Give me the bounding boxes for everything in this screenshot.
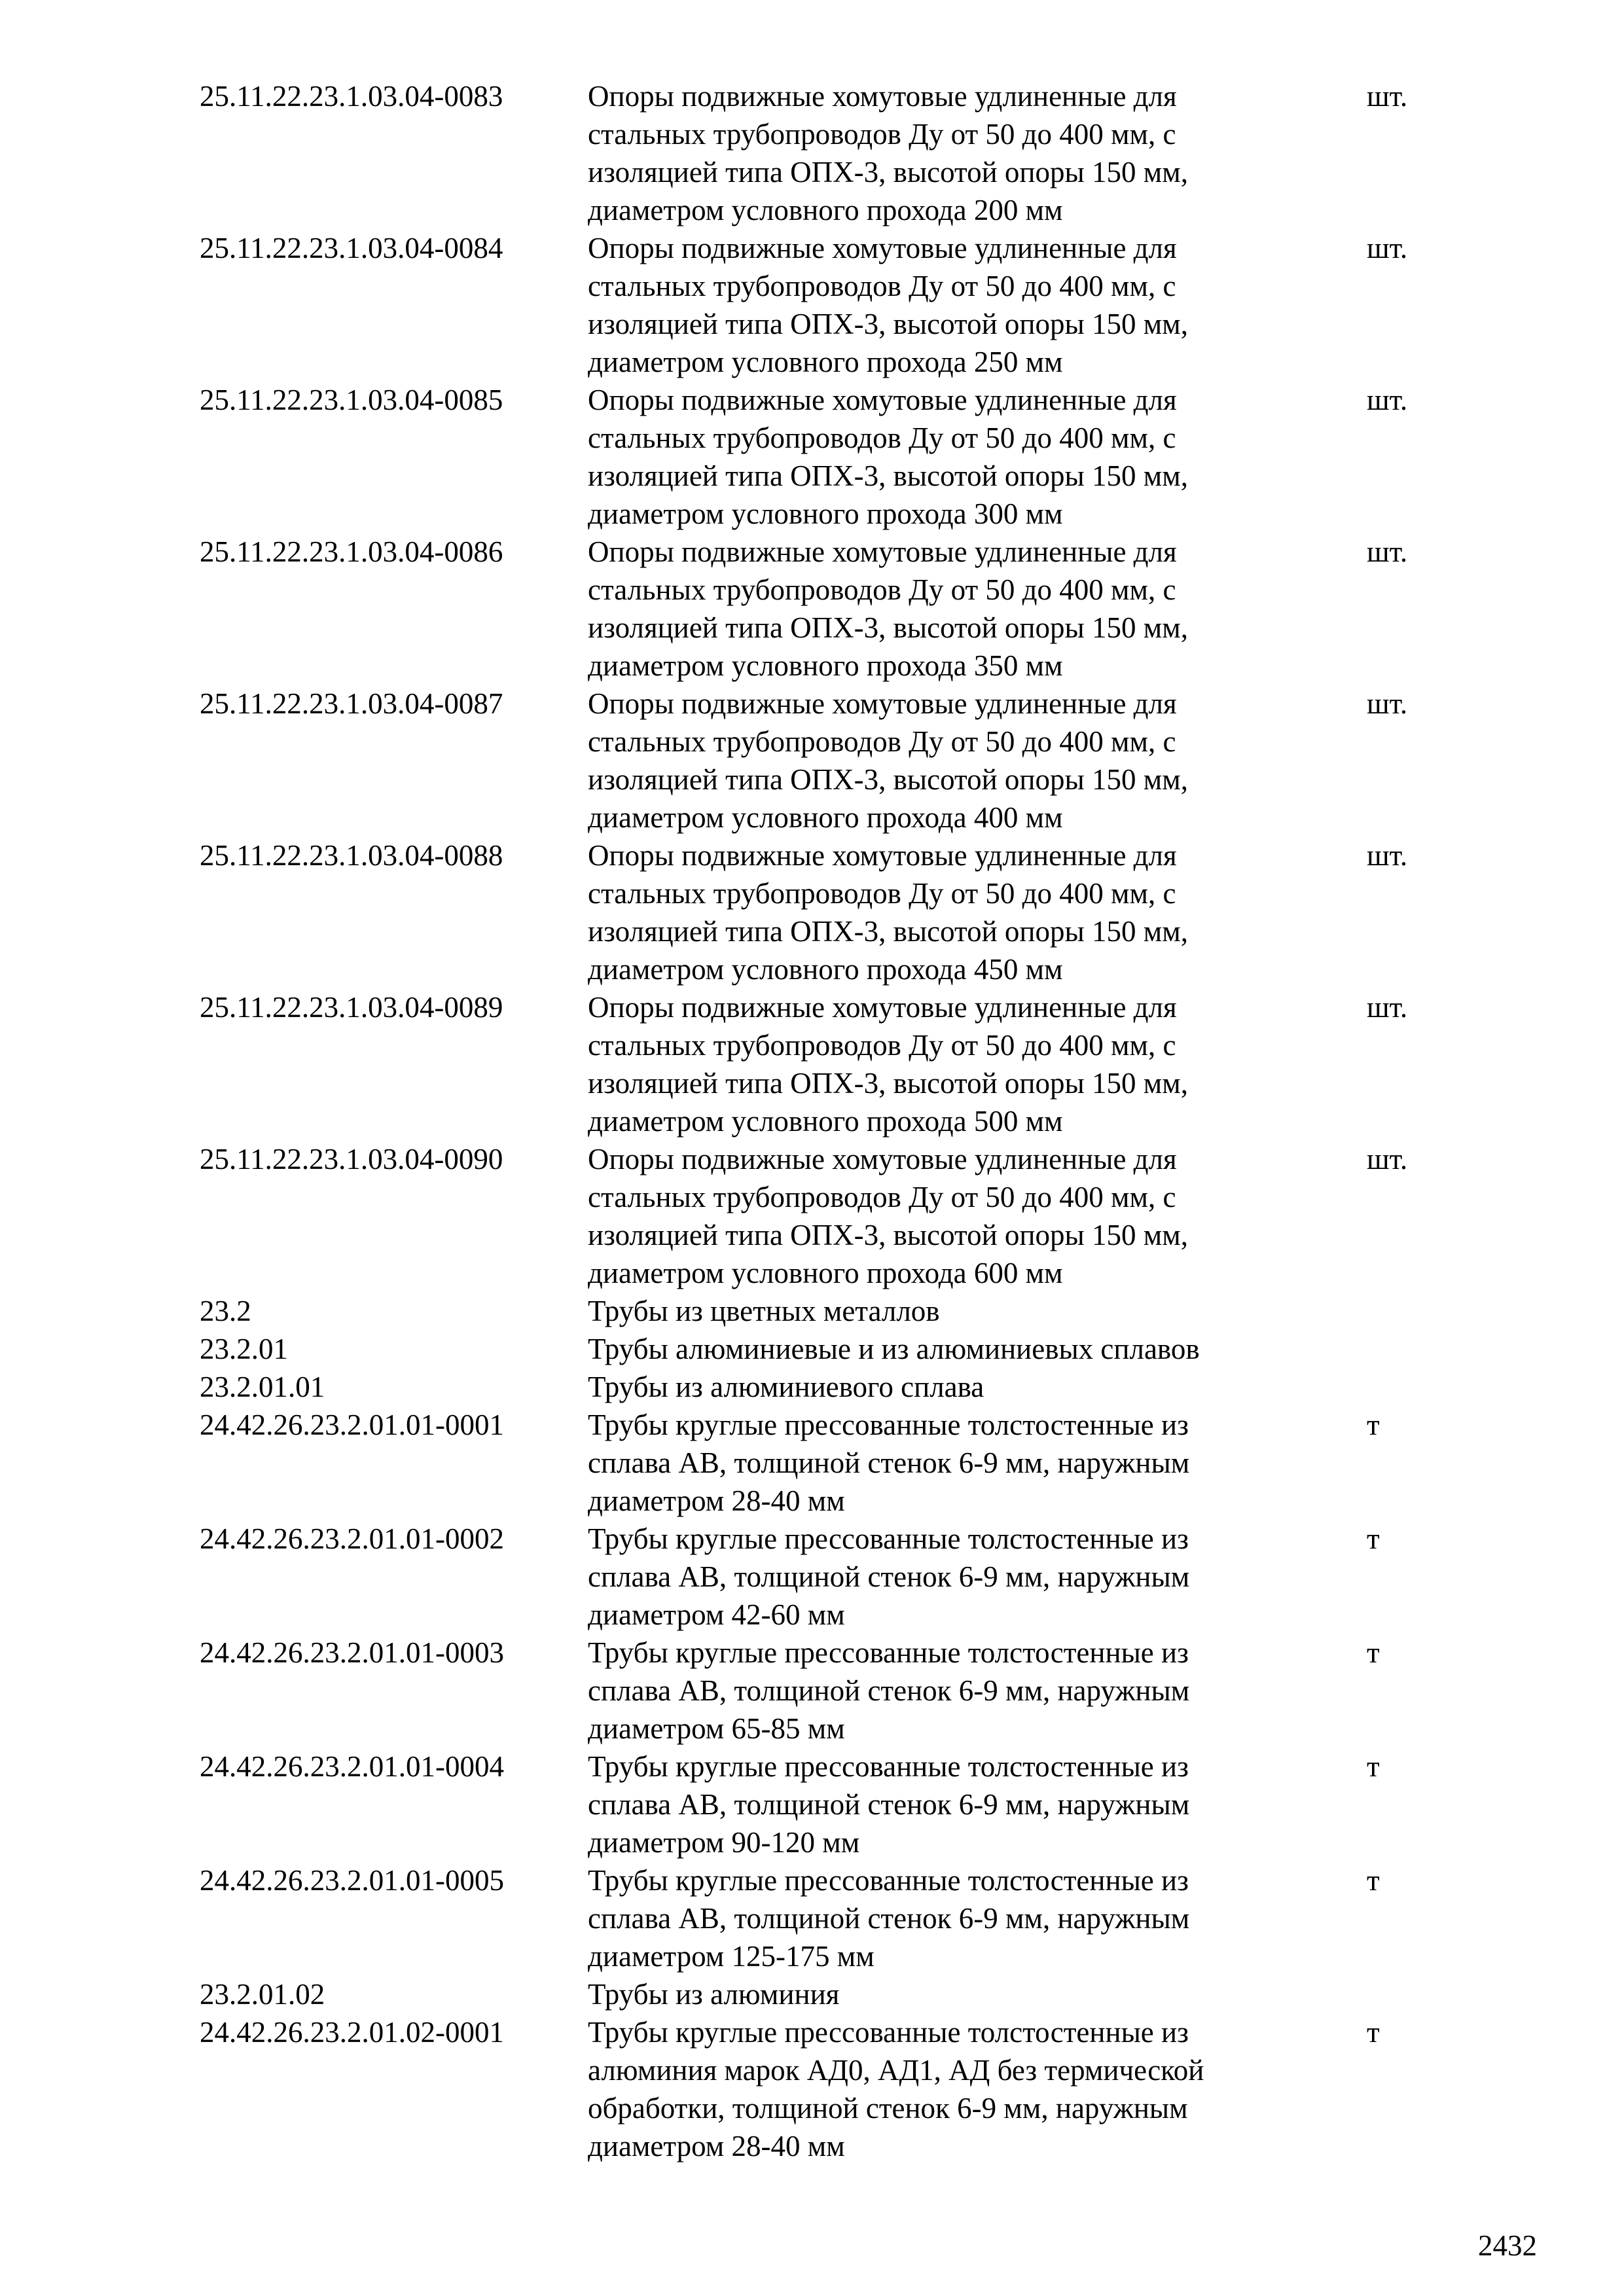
description-line: изоляцией типа ОПХ-3, высотой опоры 150 мм, [588, 459, 1188, 492]
description-line: Трубы круглые прессованные толстостенные из [588, 1408, 1189, 1441]
resource-code: 25.11.22.23.1.03.04-0083 [200, 80, 503, 113]
table-row [200, 1330, 1509, 1368]
description-line: стальных трубопроводов Ду от 50 до 400 мм, с [588, 725, 1176, 758]
description-line: диаметром условного прохода 500 мм [588, 1105, 1063, 1138]
description-line: обработки, толщиной стенок 6-9 мм, наружным [588, 2092, 1188, 2125]
resource-code: 23.2 [200, 1295, 251, 1327]
description-line: диаметром 125-175 мм [588, 1940, 875, 1973]
description-line: диаметром условного прохода 600 мм [588, 1257, 1063, 1289]
table-row [200, 381, 1509, 533]
resource-description [588, 1368, 1367, 1406]
table-row [200, 988, 1509, 1140]
unit-of-measure: шт. [1367, 687, 1408, 720]
resource-code: 24.42.26.23.2.01.01-0002 [200, 1522, 504, 1555]
unit-of-measure: т [1367, 1750, 1380, 1783]
description-line: сплава АВ, толщиной стенок 6-9 мм, наружным [588, 1446, 1190, 1479]
description-line: изоляцией типа ОПХ-3, высотой опоры 150 мм, [588, 915, 1188, 948]
resource-code: 23.2.01.02 [200, 1978, 325, 2011]
description-line: диаметром 28-40 мм [588, 2130, 845, 2162]
unit-of-measure: шт. [1367, 1143, 1408, 1175]
description-line: Трубы из алюминиевого сплава [588, 1371, 984, 1403]
description-line: изоляцией типа ОПХ-3, высотой опоры 150 мм, [588, 156, 1188, 188]
resource-description [588, 1975, 1367, 2013]
resource-description [588, 1140, 1367, 1292]
description-line: диаметром 28-40 мм [588, 1484, 845, 1517]
description-line: диаметром 65-85 мм [588, 1712, 845, 1745]
unit-of-measure: шт. [1367, 384, 1408, 416]
resource-code: 25.11.22.23.1.03.04-0087 [200, 687, 503, 720]
resource-description [588, 381, 1367, 533]
unit-of-measure: шт. [1367, 535, 1408, 568]
resource-description [588, 1406, 1367, 1520]
resource-code: 24.42.26.23.2.01.01-0001 [200, 1408, 504, 1441]
description-line: Трубы из алюминия [588, 1978, 840, 2011]
description-line: диаметром условного прохода 350 мм [588, 649, 1063, 682]
description-line: Опоры подвижные хомутовые удлиненные для [588, 687, 1177, 720]
table-row [200, 2013, 1509, 2165]
description-line: диаметром условного прохода 400 мм [588, 801, 1063, 834]
description-line: изоляцией типа ОПХ-3, высотой опоры 150 мм, [588, 763, 1188, 796]
table-row [200, 1634, 1509, 1748]
resource-description [588, 1634, 1367, 1748]
description-line: алюминия марок АД0, АД1, АД без термической [588, 2054, 1204, 2087]
description-line: Трубы круглые прессованные толстостенные из [588, 1750, 1189, 1783]
description-line: Трубы из цветных металлов [588, 1295, 940, 1327]
description-line: стальных трубопроводов Ду от 50 до 400 мм, с [588, 1181, 1176, 1213]
description-line: Опоры подвижные хомутовые удлиненные для [588, 991, 1177, 1024]
description-line: стальных трубопроводов Ду от 50 до 400 мм, с [588, 422, 1176, 454]
description-line: сплава АВ, толщиной стенок 6-9 мм, наружным [588, 1560, 1190, 1593]
description-line: диаметром условного прохода 200 мм [588, 194, 1063, 226]
unit-of-measure: шт. [1367, 80, 1408, 113]
resource-code: 25.11.22.23.1.03.04-0085 [200, 384, 503, 416]
resource-description [588, 229, 1367, 381]
resource-code: 25.11.22.23.1.03.04-0088 [200, 839, 503, 872]
unit-of-measure: т [1367, 1408, 1380, 1441]
resource-code: 23.2.01.01 [200, 1371, 325, 1403]
unit-of-measure: шт. [1367, 839, 1408, 872]
table-row [200, 1140, 1509, 1292]
description-line: Опоры подвижные хомутовые удлиненные для [588, 384, 1177, 416]
description-line: Опоры подвижные хомутовые удлиненные для [588, 232, 1177, 264]
description-line: Трубы круглые прессованные толстостенные из [588, 2016, 1189, 2049]
table-row [200, 1406, 1509, 1520]
description-line: стальных трубопроводов Ду от 50 до 400 мм, с [588, 573, 1176, 606]
description-line: диаметром условного прохода 300 мм [588, 497, 1063, 530]
resource-description [588, 2013, 1367, 2165]
description-line: стальных трубопроводов Ду от 50 до 400 мм, с [588, 1029, 1176, 1062]
unit-of-measure: т [1367, 1636, 1380, 1669]
description-line: Опоры подвижные хомутовые удлиненные для [588, 80, 1177, 113]
resource-code: 25.11.22.23.1.03.04-0086 [200, 535, 503, 568]
resource-description [588, 1330, 1367, 1368]
table-row [200, 1975, 1509, 2013]
resource-description [588, 1748, 1367, 1861]
table-row [200, 1368, 1509, 1406]
resource-code: 25.11.22.23.1.03.04-0090 [200, 1143, 503, 1175]
description-line: диаметром условного прохода 250 мм [588, 346, 1063, 378]
table-row [200, 1861, 1509, 1975]
description-line: Трубы круглые прессованные толстостенные из [588, 1522, 1189, 1555]
resource-code: 23.2.01 [200, 1333, 288, 1365]
table-row [200, 685, 1509, 836]
page-number: 2432 [1478, 2229, 1537, 2262]
resource-description [588, 1292, 1367, 1330]
table-row [200, 836, 1509, 988]
resource-table [200, 77, 1509, 2165]
unit-of-measure: т [1367, 1522, 1380, 1555]
resource-code: 25.11.22.23.1.03.04-0089 [200, 991, 503, 1024]
description-line: изоляцией типа ОПХ-3, высотой опоры 150 мм, [588, 308, 1188, 340]
table-row [200, 229, 1509, 381]
table-row [200, 1292, 1509, 1330]
description-line: стальных трубопроводов Ду от 50 до 400 мм, с [588, 270, 1176, 302]
resource-description [588, 1520, 1367, 1634]
unit-of-measure: шт. [1367, 991, 1408, 1024]
description-line: стальных трубопроводов Ду от 50 до 400 мм, с [588, 877, 1176, 910]
resource-code: 24.42.26.23.2.01.01-0003 [200, 1636, 504, 1669]
resource-description [588, 988, 1367, 1140]
description-line: Опоры подвижные хомутовые удлиненные для [588, 535, 1177, 568]
resource-code: 24.42.26.23.2.01.01-0004 [200, 1750, 504, 1783]
resource-description [588, 836, 1367, 988]
description-line: изоляцией типа ОПХ-3, высотой опоры 150 мм, [588, 611, 1188, 644]
description-line: стальных трубопроводов Ду от 50 до 400 мм, с [588, 118, 1176, 151]
resource-description [588, 685, 1367, 836]
description-line: изоляцией типа ОПХ-3, высотой опоры 150 мм, [588, 1219, 1188, 1251]
resource-description [588, 533, 1367, 685]
description-line: Трубы алюминиевые и из алюминиевых сплавов [588, 1333, 1200, 1365]
description-line: диаметром условного прохода 450 мм [588, 953, 1063, 986]
table-row [200, 533, 1509, 685]
unit-of-measure: т [1367, 2016, 1380, 2049]
description-line: диаметром 90-120 мм [588, 1826, 860, 1859]
description-line: изоляцией типа ОПХ-3, высотой опоры 150 мм, [588, 1067, 1188, 1100]
description-line: сплава АВ, толщиной стенок 6-9 мм, наружным [588, 1902, 1190, 1935]
description-line: Трубы круглые прессованные толстостенные из [588, 1864, 1189, 1897]
unit-of-measure: т [1367, 1864, 1380, 1897]
description-line: сплава АВ, толщиной стенок 6-9 мм, наружным [588, 1788, 1190, 1821]
resource-code: 25.11.22.23.1.03.04-0084 [200, 232, 503, 264]
resource-description [588, 77, 1367, 229]
description-line: Опоры подвижные хомутовые удлиненные для [588, 1143, 1177, 1175]
resource-code: 24.42.26.23.2.01.01-0005 [200, 1864, 504, 1897]
table-row [200, 1520, 1509, 1634]
resource-code: 24.42.26.23.2.01.02-0001 [200, 2016, 504, 2049]
description-line: Опоры подвижные хомутовые удлиненные для [588, 839, 1177, 872]
description-line: Трубы круглые прессованные толстостенные из [588, 1636, 1189, 1669]
table-row [200, 77, 1509, 229]
resource-description [588, 1861, 1367, 1975]
description-line: диаметром 42-60 мм [588, 1598, 845, 1631]
unit-of-measure: шт. [1367, 232, 1408, 264]
table-row [200, 1748, 1509, 1861]
description-line: сплава АВ, толщиной стенок 6-9 мм, наружным [588, 1674, 1190, 1707]
